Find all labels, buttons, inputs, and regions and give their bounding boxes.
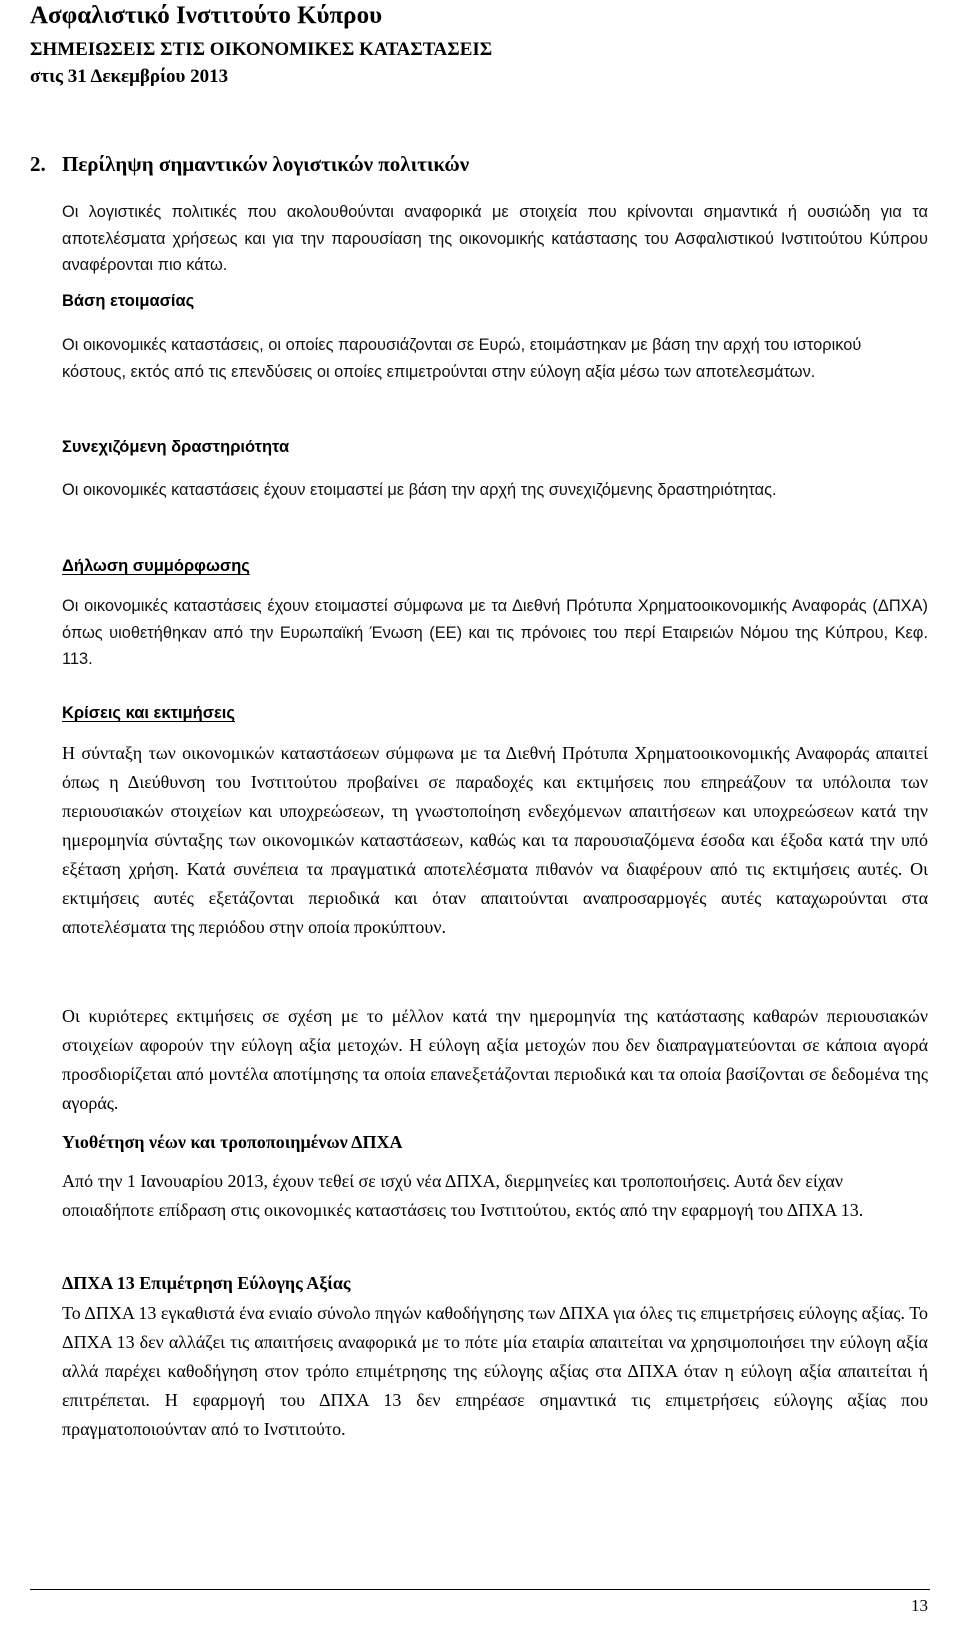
intro-paragraph: Οι λογιστικές πολιτικές που ακολουθούνται αναφορικά με στοιχεία που κρίνονται σημαντικά ή ουσιώδη για τα αποτελέσματα χρήσεως και για την παρουσίαση της οικονομικής κατάστασης του Ασφαλιστικού Ινστιτούτου Κύπρου αναφέρονται πιο κάτω. — [62, 203, 928, 275]
estimates-paragraph-2: Οι κυριότερες εκτιμήσεις σε σχέση με το μέλλον κατά την ημερομηνία της κατάστασης καθαρών περιουσιακών στοιχείων αφορούν την εύλογη αξία μετοχών. Η εύλογη αξία μετοχών που δεν διαπραγματεύονται σε κάποια αγορά προσδιορίζεται από μοντέλα αποτίμησης τα οποία επανεξετάζονται περιοδικά και τα οποία βασίζονται σε δεδομένα της αγοράς. — [62, 1006, 928, 1113]
new-ifrs-heading: Υιοθέτηση νέων και τροποποιημένων ΔΠΧΑ — [62, 1132, 403, 1152]
page-number: 13 — [911, 1596, 928, 1615]
estimates-paragraph-1: Η σύνταξη των οικονομικών καταστάσεων σύμφωνα με τα Διεθνή Πρότυπα Χρηματοοικονομικής Αναφοράς απαιτεί όπως η Διεύθυνση του Ινστιτούτου προβαίνει σε παραδοχές και εκτιμήσεις που επηρεάζουν τα υπόλοιπα των περιουσιακών στοιχείων και υποχρεώσεων, τη γνωστοποίηση ενδεχόμενων απαιτήσεων και υποχρεώσεων κατά την ημερομηνία σύνταξης των οικονομικών καταστάσεων, καθώς και τα παρουσιαζόμενα έσοδα και έξοδα κατά την υπό εξέταση χρήση. Κατά συνέπεια τα πραγματικά αποτελέσματα πιθανόν να διαφέρουν από τις εκτιμήσεις αυτές. Οι εκτιμήσεις αυτές εξετάζονται περιοδικά και όταν απαιτούνται αναπροσαρμογές αυτές καταχωρούνται στα αποτελέσματα της περιόδου στην οποία προκύπτουν. — [62, 743, 928, 937]
estimates-heading: Κρίσεις και εκτιμήσεις — [62, 704, 235, 722]
compliance-paragraph: Οι οικονομικές καταστάσεις έχουν ετοιμαστεί σύμφωνα με τα Διεθνή Πρότυπα Χρηματοοικονομικής Αναφοράς (ΔΠΧΑ) όπως υιοθετήθηκαν από την Ευρωπαϊκή Ένωση (ΕΕ) και τις πρόνοιες του περί Εταιρειών Νόμου της Κύπρου, Κεφ. 113. — [62, 597, 928, 669]
footer-divider — [30, 1589, 930, 1590]
document-date: στις 31 Δεκεμβρίου 2013 — [30, 66, 229, 87]
ifrs13-paragraph: Το ΔΠΧΑ 13 εγκαθιστά ένα ενιαίο σύνολο πηγών καθοδήγησης των ΔΠΧΑ για όλες τις επιμετρήσεις εύλογης αξίας. Το ΔΠΧΑ 13 δεν αλλάζει τις απαιτήσεις αναφορικά με το πότε μία εταιρία απαιτείται να χρησιμοποιήσει την εύλογη αξία αλλά παρέχει καθοδήγηση στον τρόπο επιμέτρησης της εύλογης αξίας στα ΔΠΧΑ όταν η εύλογη αξία απαιτείται ή επιτρέπεται. Η εφαρμογή του ΔΠΧΑ 13 δεν επηρέασε σημαντικά τις επιμετρήσεις εύλογης αξίας που πραγματοποιούνταν από το Ινστιτούτο. — [62, 1303, 928, 1439]
basis-paragraph: Οι οικονομικές καταστάσεις, οι οποίες παρουσιάζονται σε Ευρώ, ετοιμάστηκαν με βάση την αρχή του ιστορικού κόστους, εκτός από τις επενδύσεις οι οποίες επιμετρούνται στην εύλογη αξία μέσω των αποτελεσμάτων. — [62, 336, 862, 381]
organization-name: Ασφαλιστικό Ινστιτούτο Κύπρου — [30, 2, 383, 29]
new-ifrs-paragraph: Από την 1 Ιανουαρίου 2013, έχουν τεθεί σε ισχύ νέα ΔΠΧΑ, διερμηνείες και τροποποιήσεις. Αυτά δεν είχαν οποιαδήποτε επίδραση στις οικονομικές καταστάσεις του Ινστιτούτου, εκτός από την εφαρμογή του ΔΠΧΑ 13. — [62, 1171, 864, 1220]
section-heading — [30, 152, 469, 177]
basis-heading: Βάση ετοιμασίας — [62, 292, 195, 310]
section-title: Περίληψη σημαντικών λογιστικών πολιτικών — [62, 152, 470, 176]
compliance-heading: Δήλωση συμμόρφωσης — [62, 557, 250, 575]
ifrs13-heading: ΔΠΧΑ 13 Επιμέτρηση Εύλογης Αξίας — [62, 1273, 351, 1293]
going-concern-paragraph: Οι οικονομικές καταστάσεις έχουν ετοιμαστεί με βάση την αρχή της συνεχιζόμενης δραστηριότητας. — [62, 481, 777, 499]
going-concern-heading: Συνεχιζόμενη δραστηριότητα — [62, 438, 290, 456]
document-subtitle: ΣΗΜΕΙΩΣΕΙΣ ΣΤΙΣ ΟΙΚΟΝΟΜΙΚΕΣ ΚΑΤΑΣΤΑΣΕΙΣ — [30, 39, 493, 60]
section-number: 2. — [30, 152, 46, 176]
